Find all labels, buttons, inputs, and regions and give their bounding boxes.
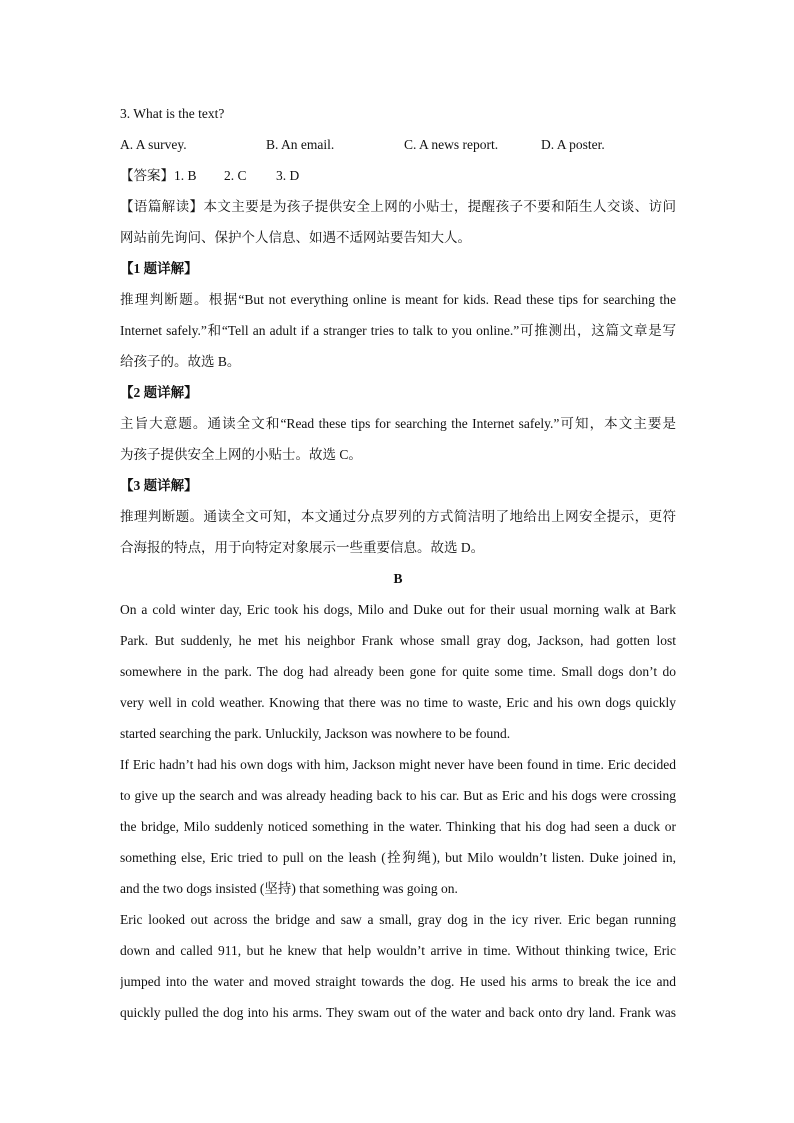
answer-line xyxy=(120,160,676,191)
detail-2-heading: 【2 题详解】 xyxy=(120,385,198,400)
passage-line: somewhere in the park. The dog had already been gone for quite some time. Small dogs don’t do xyxy=(120,664,676,679)
passage-paragraph xyxy=(120,904,676,1028)
option-d: D. A poster. xyxy=(541,137,605,152)
passage-line: Eric looked out across the bridge and saw a small, gray dog in the icy river. Eric began running xyxy=(120,912,676,927)
passage-paragraph xyxy=(120,594,676,749)
passage-line: very well in cold weather. Knowing that there was no time to waste, Eric and his own dogs quickly xyxy=(120,695,676,710)
passage-line: to give up the search and was already heading back to his car. But as Eric and his dogs were crossing xyxy=(120,788,676,803)
detail-2-line: 主旨大意题。通读全文和“Read these tips for searching the Internet safely.”可知，本文主要是 xyxy=(120,416,676,431)
passage-line: the bridge, Milo suddenly noticed something in the water. Thinking that his dog had seen a duck or xyxy=(120,819,676,834)
passage-line: quickly pulled the dog into his arms. They swam out of the water and back onto dry land. Frank was xyxy=(120,1005,676,1020)
answer-label: 【答案】 xyxy=(120,168,174,183)
passage-line: On a cold winter day, Eric took his dogs, Milo and Duke out for their usual morning walk at Bark xyxy=(120,602,676,617)
detail-1-line: 给孩子的。故选 B。 xyxy=(120,354,241,369)
detail-3-line: 合海报的特点，用于向特定对象展示一些重要信息。故选 D。 xyxy=(120,540,485,555)
detail-3-line: 推理判断题。通读全文可知，本文通过分点罗列的方式简洁明了地给出上网安全提示，更符 xyxy=(120,509,676,524)
passage-line: If Eric hadn’t had his own dogs with him, Jackson might never have been found in time. Eric decided xyxy=(120,757,676,772)
analysis-line: 【语篇解读】本文主要是为孩子提供安全上网的小贴士，提醒孩子不要和陌生人交谈、访问 xyxy=(120,199,676,214)
detail-1-line: 推理判断题。根据“But not everything online is meant for kids. Read these tips for searching the xyxy=(120,292,676,307)
answer-2: 2. C xyxy=(224,168,247,183)
passage-line: and the two dogs insisted (坚持) that something was going on. xyxy=(120,881,458,896)
passage-line: jumped into the water and moved straight towards the dog. He used his arms to break the ice and xyxy=(120,974,676,989)
detail-1-heading: 【1 题详解】 xyxy=(120,261,198,276)
document-page xyxy=(120,98,676,1028)
answer-3: 3. D xyxy=(276,168,300,183)
option-c: C. A news report. xyxy=(404,137,499,152)
question-3-options xyxy=(120,129,676,160)
answer-1: 1. B xyxy=(174,168,197,183)
option-b: B. An email. xyxy=(266,137,335,152)
analysis-line: 网站前先询问、保护个人信息、如遇不适网站要告知大人。 xyxy=(120,230,471,245)
passage-line: down and called 911, but he knew that help wouldn’t arrive in time. Without thinking twice, Eric xyxy=(120,943,676,958)
passage-paragraph xyxy=(120,749,676,904)
detail-2-line: 为孩子提供安全上网的小贴士。故选 C。 xyxy=(120,447,362,462)
passage-line: Park. But suddenly, he met his neighbor Frank whose small gray dog, Jackson, had gotten lost xyxy=(120,633,676,648)
section-b-title: B xyxy=(393,571,403,586)
detail-1-line: Internet safely.”和“Tell an adult if a stranger tries to talk to you online.”可推测出，这篇文章是写 xyxy=(120,323,676,338)
option-a: A. A survey. xyxy=(120,137,187,152)
passage-line: something else, Eric tried to pull on the leash (拴狗绳), but Milo wouldn’t listen. Duke joined in, xyxy=(120,850,676,865)
question-3-stem: 3. What is the text? xyxy=(120,106,225,121)
detail-3-heading: 【3 题详解】 xyxy=(120,478,198,493)
passage-line: started searching the park. Unluckily, Jackson was nowhere to be found. xyxy=(120,726,511,741)
